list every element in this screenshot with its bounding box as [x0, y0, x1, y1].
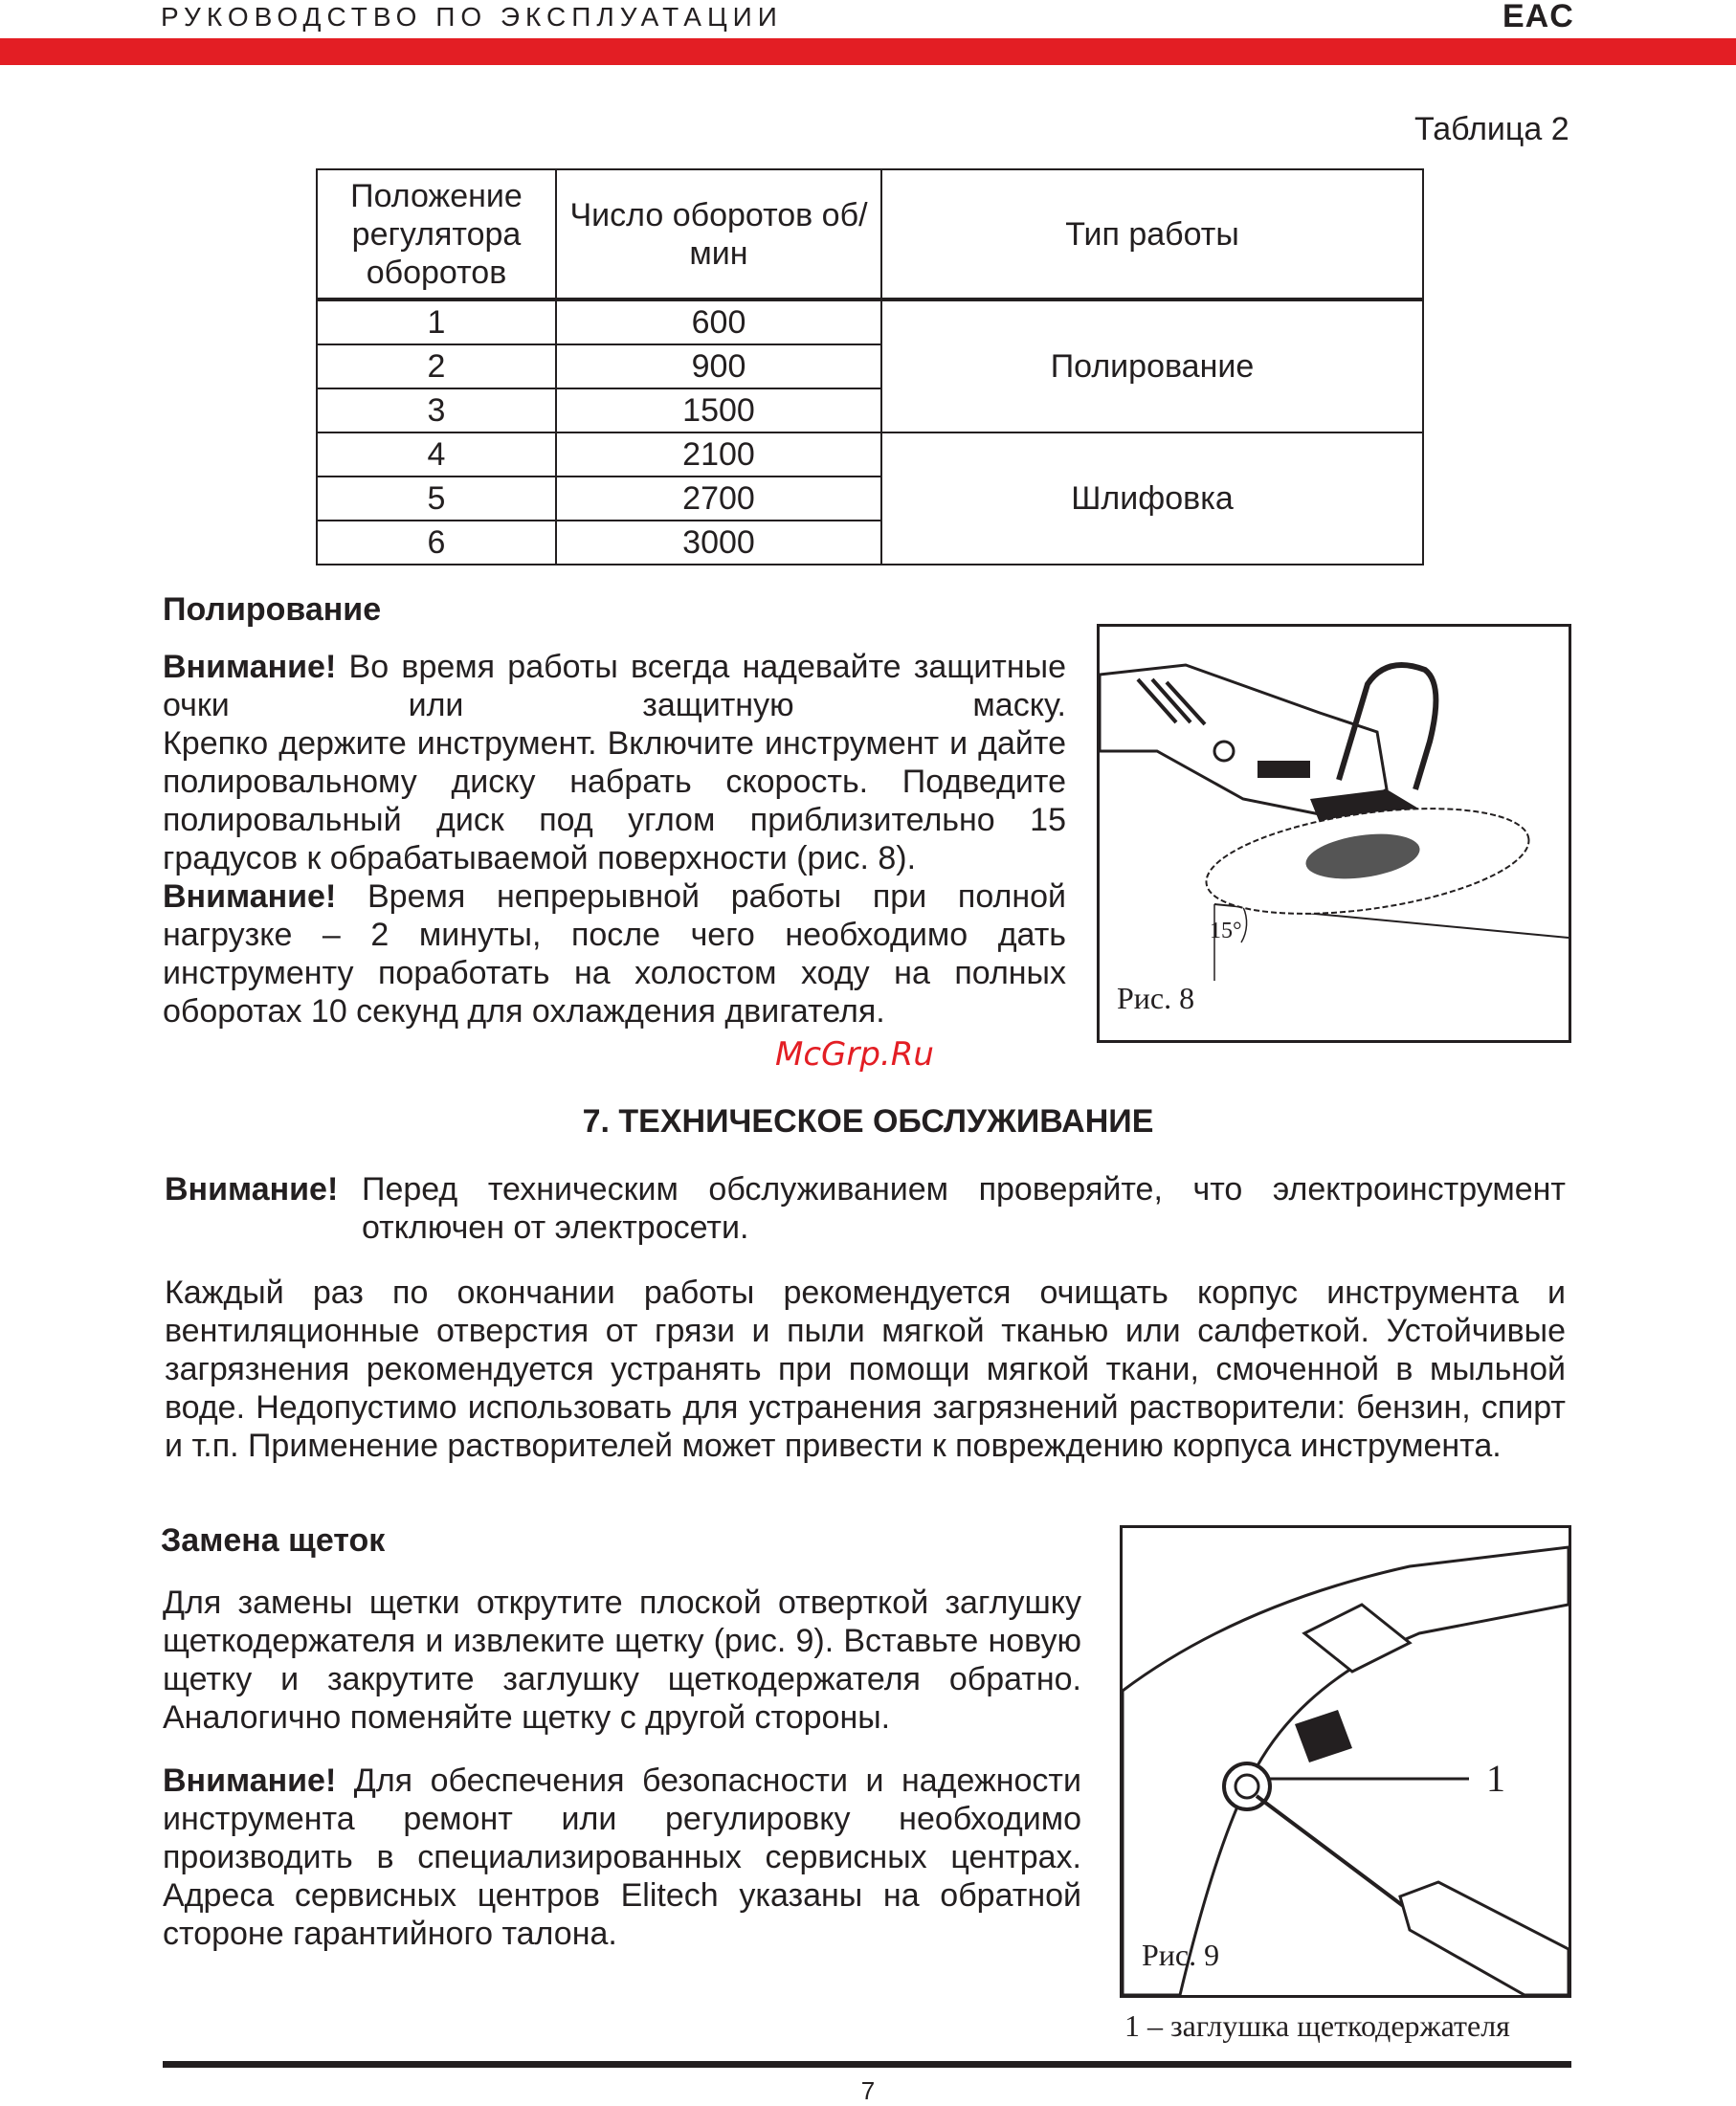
- table-row: [317, 299, 1423, 344]
- vent-grille: [1295, 1710, 1352, 1762]
- label-plate: [1257, 761, 1310, 778]
- polisher-illustration: [1100, 627, 1569, 1040]
- table-cell-rpm: 3000: [556, 521, 881, 565]
- page-number: 7: [860, 2076, 876, 2105]
- warning-text: Во время работы всегда надевайте защитные очки или защитную маску.: [163, 649, 1067, 723]
- angle-arc: [1241, 907, 1247, 942]
- maintenance-body: Каждый раз по окончании работы рекомендуется очищать корпус инструмента и вентиляционные отверстия от грязи и пыли мягкой тканью или салфеткой. Устойчивые загрязнения рекомендуется устранять при помощи мягкой ткани, смоченной в мыльной воде. Недопустимо использовать для устранения загрязнений растворители: бензин, спирт и т.п. Применение растворителей может привести к повреждению корпуса инструмента.: [165, 1275, 1566, 1464]
- table-cell-position: 2: [317, 344, 556, 388]
- warning-text: Время непрерывной работы при полной нагрузке – 2 минуты, после чего необходимо дать инструменту поработать на холостом ходу на полных оборотах 10 секунд для охлаждения двигателя.: [163, 878, 1066, 1030]
- figure-8-caption: Рис. 8: [1117, 981, 1195, 1015]
- table-header-position: Положение регулятора оборотов: [317, 169, 556, 299]
- warning-label: Внимание!: [163, 878, 337, 915]
- polishing-text: [163, 648, 1066, 1031]
- brushes-warning: [163, 1762, 1081, 1953]
- table-cell-rpm: 900: [556, 344, 881, 388]
- table-cell-rpm: 600: [556, 299, 881, 344]
- table-cell-position: 3: [317, 388, 556, 432]
- table-cell-position: 5: [317, 477, 556, 521]
- table-caption: Таблица 2: [1414, 111, 1569, 147]
- warning-label: Внимание!: [165, 1171, 339, 1208]
- screwdriver-shaft: [1257, 1796, 1410, 1911]
- brush-cap-illustration: [1123, 1528, 1569, 1995]
- warning-label: Внимание!: [163, 1762, 337, 1799]
- callout-number: 1: [1486, 1757, 1505, 1800]
- figure-8: [1097, 624, 1571, 1043]
- figure-9-caption: Рис. 9: [1142, 1938, 1220, 1972]
- table-cell-position: 1: [317, 299, 556, 344]
- figure-9-legend: 1 – заглушка щеткодержателя: [1124, 2008, 1510, 2043]
- watermark: McGrp.Ru: [775, 1035, 934, 1074]
- brushes-heading: Замена щеток: [161, 1522, 386, 1559]
- brushes-body: Для замены щетки открутите плоской отверткой заглушку щеткодержателя и извлеките щетку (рис. 9). Вставьте новую щетку и закрутите заглушку щеткодержателя обратно. Аналогично поменяйте щетку с другой стороны.: [163, 1585, 1081, 1736]
- table-cell-position: 6: [317, 521, 556, 565]
- polishing-heading: Полирование: [163, 591, 382, 628]
- table-header-work-type: Тип работы: [881, 169, 1423, 299]
- header-red-bar: [0, 38, 1736, 65]
- maintenance-warning: [165, 1170, 1566, 1247]
- figure-9: [1120, 1525, 1571, 1998]
- footer-line: [163, 2061, 1571, 2068]
- table-row: [317, 432, 1423, 477]
- table-cell-position: 4: [317, 432, 556, 477]
- table-cell-rpm: 1500: [556, 388, 881, 432]
- section-title: 7. ТЕХНИЧЕСКОЕ ОБСЛУЖИВАНИЕ: [582, 1103, 1154, 1140]
- table-cell-rpm: 2100: [556, 432, 881, 477]
- warning-text: Для обеспечения безопасности и надежности инструмента ремонт или регулировку необходимо производить в специализированных сервисных центрах. Адреса сервисных центров Elitech указаны на обратной стороне гарантийного талона.: [163, 1762, 1081, 1952]
- polishing-body: Крепко держите инструмент. Включите инструмент и дайте полировальному диску набрать скорость. Подведите полировальный диск под углом приблизительно 15 градусов к обрабатываемой поверхности (рис. 8).: [163, 725, 1066, 876]
- eac-mark: EAC: [1502, 0, 1574, 34]
- table-cell-work-type: Шлифовка: [881, 432, 1423, 565]
- screwdriver-handle: [1400, 1882, 1569, 1995]
- table-cell-rpm: 2700: [556, 477, 881, 521]
- table-cell-work-type: Полирование: [881, 299, 1423, 432]
- speed-table: [316, 168, 1424, 565]
- angle-label: 15°: [1210, 919, 1242, 943]
- warning-text: Перед техническим обслуживанием проверяйте, что электроинструмент отключен от электросети.: [362, 1171, 1566, 1246]
- header-title: РУКОВОДСТВО ПО ЭКСПЛУАТАЦИИ: [161, 2, 783, 32]
- warning-label: Внимание!: [163, 649, 337, 685]
- table-header-rpm: Число оборотов об/мин: [556, 169, 881, 299]
